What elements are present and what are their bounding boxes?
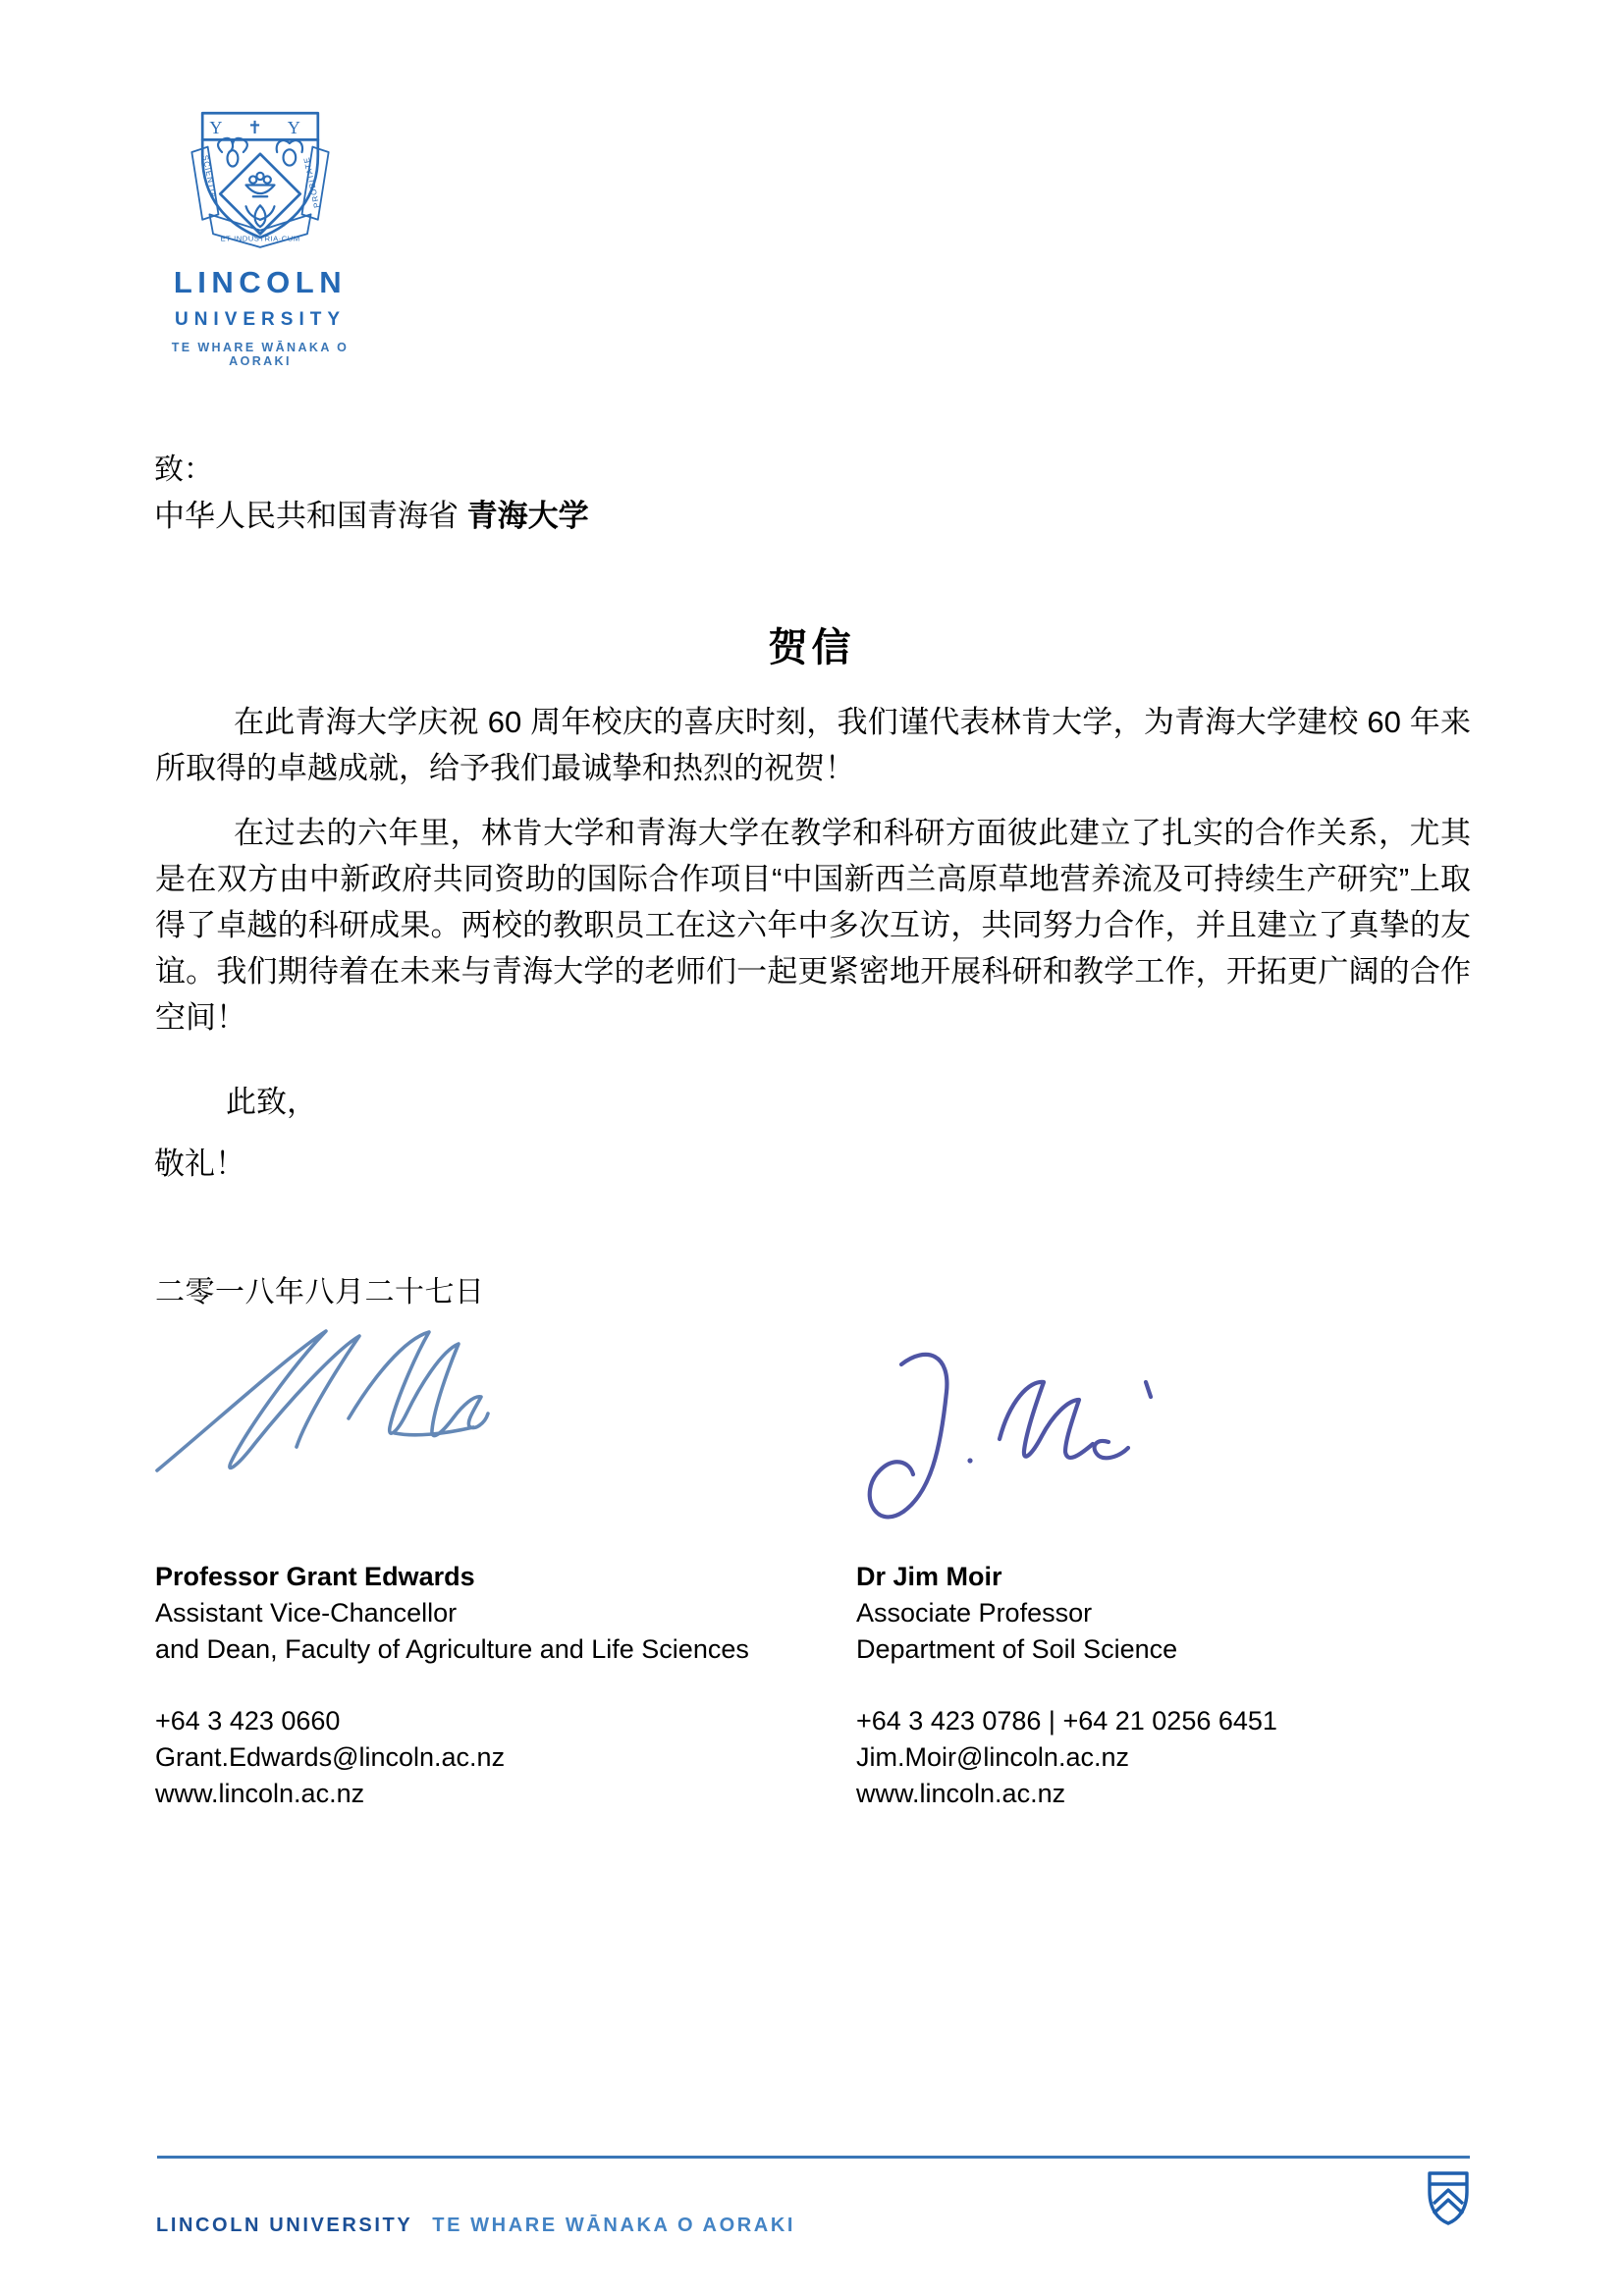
crest-motto-right: PROBITATE (301, 155, 322, 209)
logo-maori-name: TE WHARE WĀNAKA O AORAKI (171, 341, 350, 368)
signatory-right-website: www.lincoln.ac.nz (856, 1779, 1066, 1808)
recipient-block (154, 447, 589, 539)
grant-edwards-signature (147, 1323, 491, 1492)
crest-motto-left: SCIENTIA (200, 154, 219, 199)
bull-icon (277, 140, 302, 166)
letter-body (155, 699, 1471, 1041)
signatory-right-phone: +64 3 423 0786 | +64 21 0256 6451 (856, 1706, 1277, 1735)
signatory-right-title2: Department of Soil Science (856, 1634, 1178, 1664)
signatory-left-email: Grant.Edwards@lincoln.ac.nz (155, 1742, 506, 1772)
fruit-bowl-icon (246, 173, 275, 196)
recipient-university: 青海大学 (466, 499, 589, 533)
recipient-line (154, 493, 589, 539)
crest-motto-bottom: ET·INDUSTRIA·CUM (220, 234, 300, 243)
signatory-left-website: www.lincoln.ac.nz (155, 1779, 365, 1808)
closing-regards: 此致， (226, 1085, 317, 1119)
footer-text (156, 2215, 795, 2237)
footer-divider (157, 2156, 1470, 2159)
signatory-right-email: Jim.Moir@lincoln.ac.nz (856, 1742, 1129, 1772)
university-crest-icon (167, 102, 353, 249)
signatory-right-title1: Associate Professor (856, 1598, 1093, 1628)
logo-wordmark: LINCOLN (173, 265, 348, 299)
logo-university: UNIVERSITY (174, 309, 347, 330)
recipient-label: 致： (154, 454, 213, 486)
signatory-left-title2: and Dean, Faculty of Agriculture and Life Sciences (155, 1634, 749, 1664)
signatory-left-name: Professor Grant Edwards (155, 1562, 475, 1591)
signatory-left (155, 1559, 803, 1812)
crest-band-symbols: Y ✝ Y (209, 118, 311, 138)
paragraph-1: 在此青海大学庆祝 60 周年校庆的喜庆时刻，我们谨代表林肯大学，为青海大学建校 60 年来所取得的卓越成就，给予我们最诚挚和热烈的祝贺！ (155, 705, 1471, 785)
jim-moir-signature (850, 1343, 1180, 1543)
letter-title: 贺信 (768, 626, 855, 669)
footer-maori: TE WHARE WĀNAKA O AORAKI (432, 2215, 796, 2236)
footer-brand: LINCOLN UNIVERSITY (156, 2215, 413, 2236)
signatory-right (856, 1559, 1504, 1812)
footer-shield-icon (1426, 2169, 1471, 2226)
letter-date: 二零一八年八月二十七日 (155, 1276, 485, 1308)
signatory-left-contact (155, 1703, 803, 1812)
recipient-prefix: 中华人民共和国青海省 (154, 499, 467, 533)
lincoln-university-logo (157, 102, 363, 368)
signatory-right-contact (856, 1703, 1504, 1812)
ram-icon (218, 138, 247, 167)
signatory-left-phone: +64 3 423 0660 (155, 1706, 341, 1735)
signatory-right-name: Dr Jim Moir (856, 1562, 1002, 1591)
paragraph-2: 在过去的六年里，林肯大学和青海大学在教学和科研方面彼此建立了扎实的合作关系，尤其是在双方由中新政府共同资助的国际合作项目“中国新西兰高原草地营养流及可持续生产研究”上取得了卓越的科研成果。两校的教职员工在这六年中多次互访，共同努力合作，并且建立了真挚的友谊。我们期待着在未来与青海大学的老师们一起更紧密地开展科研和教学工作，开拓更广阔的合作空间！ (155, 816, 1471, 1035)
closing-salute: 敬礼！ (154, 1147, 245, 1181)
signatory-left-title1: Assistant Vice-Chancellor (155, 1598, 458, 1628)
ribbon-right (302, 147, 329, 220)
